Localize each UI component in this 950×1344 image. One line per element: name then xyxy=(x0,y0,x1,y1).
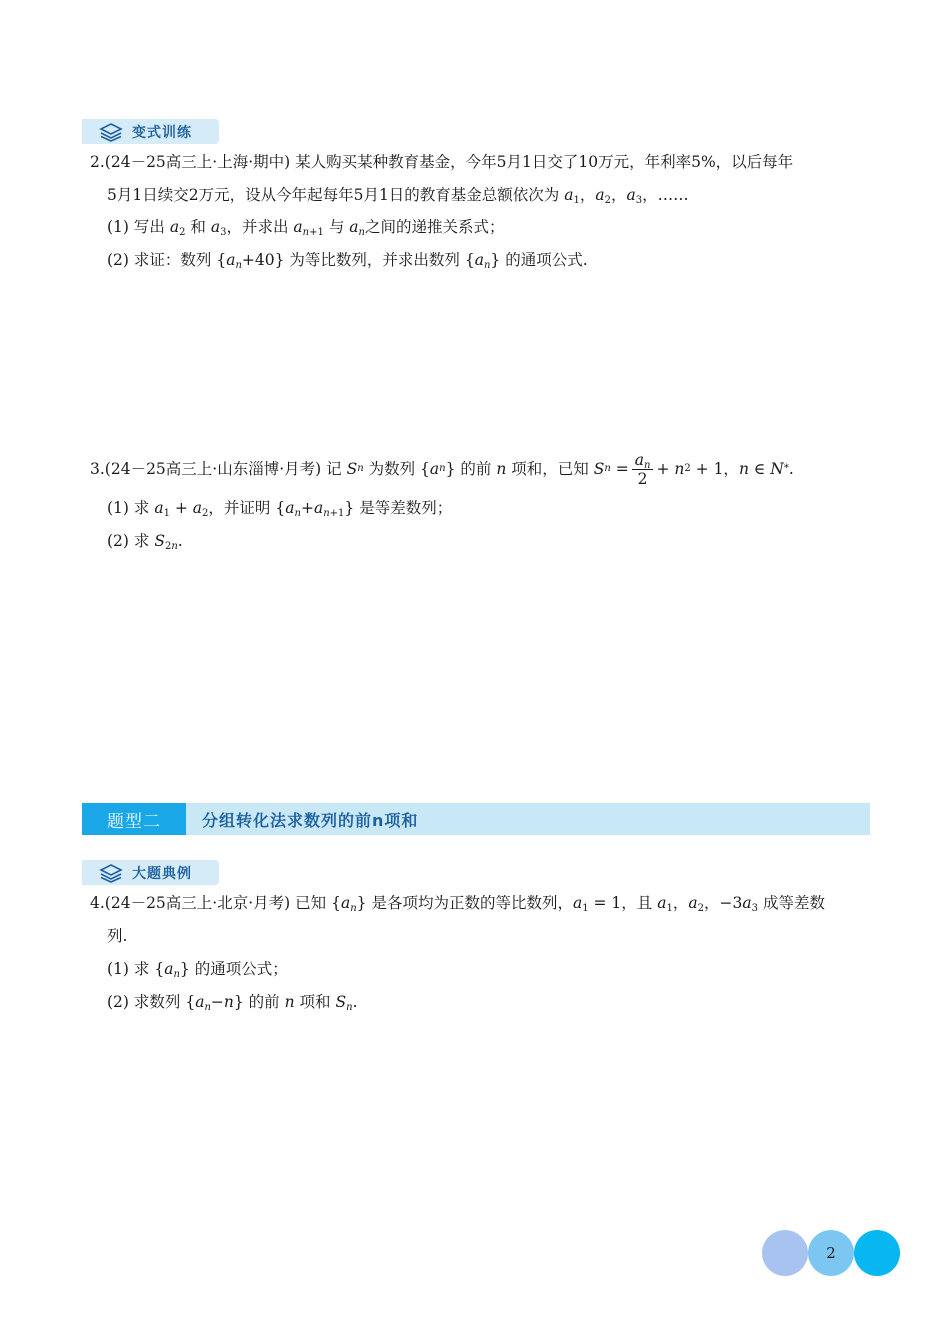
fraction: $\frac{a_n}{2}$ xyxy=(632,451,654,488)
q3-part-1: (1) 求 $a_1 + a_2$，并证明 $\{a_n+a_{n+1}\}$ 是等差数列； xyxy=(107,499,453,519)
section-title: 分组转化法求数列的前n项和 xyxy=(202,810,419,830)
q4-part-2: (2) 求数列 $\{a_n-n\}$ 的前 n 项和 $S_n$. xyxy=(107,993,358,1013)
q2-line-2: 5月1日续交2万元，设从今年起每年5月1日的教育基金总额依次为 $a_1$，$a_2$，$a_3$，…… xyxy=(107,186,689,206)
pager-dot-right xyxy=(854,1230,900,1276)
layers-icon xyxy=(98,863,124,883)
q2-part-2: (2) 求证：数列 $\{a_n+40\}$ 为等比数列，并求出数列 $\{a_n\}$ 的通项公式. xyxy=(107,251,588,271)
section-header xyxy=(82,803,870,835)
tag-label: 变式训练 xyxy=(132,124,192,141)
variant-training-tag xyxy=(82,119,219,144)
q4-line-2: 列. xyxy=(107,927,128,945)
q4-part-1: (1) 求 $\{a_n\}$ 的通项公式； xyxy=(107,960,288,980)
page-number: 2 xyxy=(826,1244,836,1262)
q2-part-1: (1) 写出 $a_2$ 和 $a_3$，并求出 $a_{n+1}$ 与 $a_n$之间的递推关系式； xyxy=(107,218,505,238)
page-indicator xyxy=(762,1230,902,1276)
layers-icon xyxy=(98,122,124,142)
q4-line-1: 4.(24－25高三上·北京·月考) 已知 $\{a_n\}$ 是各项均为正数的等比数列，$a_1 = 1$，且 $a_1$，$a_2$，$-3a_3$ 成等差数 xyxy=(90,894,825,914)
tag-label: 大题典例 xyxy=(132,865,192,882)
example-tag xyxy=(82,860,219,885)
q3-part-2: (2) 求 $S_{2n}$. xyxy=(107,532,183,552)
section-label: 题型二 xyxy=(82,803,186,835)
q3-line-1: 3. (24－25高三上·山东淄博·月考) 记 S n 为数列 { a n } 的前 n 项和，已知 S n = $\frac{a_n}{2}$ + n 2 + 1， n ∈ N * . xyxy=(90,450,794,488)
pager-dot-left xyxy=(762,1230,808,1276)
q2-line-1: 2.(24－25高三上·上海·期中) 某人购买某种教育基金，今年5月1日交了10万元，年利率5%，以后每年 xyxy=(90,153,794,171)
